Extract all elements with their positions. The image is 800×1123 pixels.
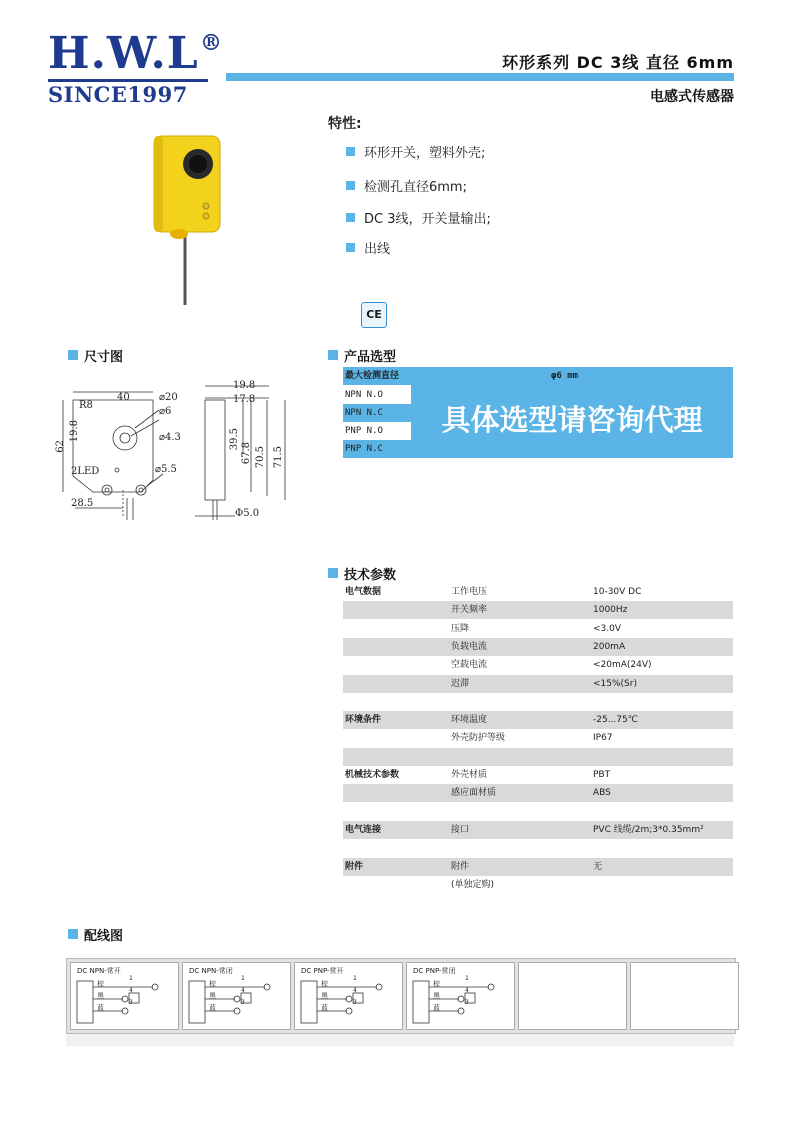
- wire-color-label: 黑: [321, 992, 328, 1000]
- spec-value: -25...75℃: [593, 715, 638, 726]
- spec-name: 迟滞: [451, 678, 470, 689]
- pin-number-label: 1: [465, 975, 469, 982]
- registered-mark: ®: [200, 30, 222, 56]
- pin-number-label: 1: [241, 975, 245, 982]
- dim-label: 28.5: [71, 498, 94, 509]
- wire-color-label: 棕: [321, 980, 328, 988]
- dim-label: 19.8: [233, 380, 256, 391]
- wiring-diagram: [70, 962, 179, 1030]
- wire-color-label: 黑: [433, 992, 440, 1000]
- wiring-diagram: [182, 962, 291, 1030]
- spec-value: PVC 线缆/2m;3*0.35mm²: [593, 824, 704, 835]
- selection-header-label: 最大检测直径: [345, 371, 400, 381]
- pin-number-label: 4: [353, 987, 357, 994]
- spec-row: [343, 766, 733, 784]
- dim-label: ⌀5.5: [155, 464, 177, 475]
- specs-title: 技术参数: [344, 568, 397, 583]
- wire-color-label: 棕: [209, 980, 216, 988]
- wiring-schematic: [185, 977, 290, 1027]
- pin-number-label: 1: [353, 975, 357, 982]
- selection-title: 产品选型: [344, 350, 397, 365]
- spec-row: [343, 711, 733, 729]
- wire-color-label: 棕: [97, 980, 104, 988]
- ce-mark-icon: CE: [361, 302, 387, 328]
- wiring-diagram-title: DC NPN-常闭: [189, 967, 233, 975]
- wiring-diagram-title: DC NPN-常开: [77, 967, 121, 975]
- bullet-icon: [346, 181, 355, 190]
- spec-name: 工作电压: [451, 587, 488, 597]
- features-title: 特性:: [328, 116, 362, 132]
- feature-item: DC 3线，开关量输出;: [364, 212, 491, 227]
- pin-number-label: 3: [129, 999, 133, 1006]
- page-title: 环形系列 DC 3线 直径 6mm: [502, 53, 734, 72]
- bullet-icon: [346, 243, 355, 252]
- selection-row-label: NPN N.C: [345, 408, 383, 418]
- side-drawing: [195, 380, 305, 525]
- spec-row: [343, 784, 733, 802]
- spec-group: 附件: [345, 861, 364, 872]
- spec-value: 10-30V DC: [593, 587, 642, 597]
- spec-row: [343, 729, 733, 747]
- spec-row: [343, 876, 733, 894]
- consult-agent-banner: 具体选型请咨询代理: [411, 385, 733, 455]
- spec-name: 感应面材质: [451, 788, 497, 799]
- spec-row: [343, 748, 733, 766]
- section-marker-icon: [68, 929, 78, 939]
- dim-label: 17.8: [233, 394, 256, 405]
- dim-label: ⌀20: [159, 392, 178, 403]
- spec-value: 无: [593, 861, 603, 872]
- spec-name: 外壳防护等级: [451, 733, 506, 744]
- wiring-diagram-title: DC PNP-常闭: [413, 967, 456, 975]
- spec-name: 负载电流: [451, 641, 488, 652]
- wiring-diagram-title: DC PNP-常开: [301, 967, 344, 975]
- pin-number-label: 4: [241, 987, 245, 994]
- spec-row: [343, 839, 733, 857]
- wire-color-label: 黑: [209, 992, 216, 1000]
- dim-label: R8: [79, 400, 93, 411]
- pin-number-label: 4: [129, 987, 133, 994]
- front-drawing: [55, 380, 185, 520]
- brand-logo: H.W.L: [48, 28, 199, 79]
- selection-header-row: [343, 367, 733, 385]
- dim-label: Φ5.0: [235, 508, 260, 519]
- spec-value: PBT: [593, 770, 611, 780]
- pin-number-label: 1: [129, 975, 133, 982]
- pin-number-label: 3: [353, 999, 357, 1006]
- spec-row: [343, 693, 733, 711]
- dim-label: 62: [55, 440, 66, 453]
- spec-row: [343, 656, 733, 674]
- section-marker-icon: [328, 350, 338, 360]
- spec-value: <3.0V: [593, 623, 622, 634]
- dim-label: 39.5: [229, 428, 240, 451]
- spec-value: 200mA: [593, 641, 626, 652]
- spec-name: 外壳材质: [451, 770, 488, 780]
- spec-row: [343, 858, 733, 876]
- wiring-schematic: [409, 977, 514, 1027]
- spec-value: IP67: [593, 733, 613, 744]
- dim-label: ⌀4.3: [159, 432, 181, 443]
- spec-value: ABS: [593, 788, 611, 799]
- dim-label: 71.5: [273, 446, 284, 469]
- spec-name: 压降: [451, 623, 470, 634]
- spec-name: 接口: [451, 824, 470, 835]
- wiring-schematic: [73, 977, 178, 1027]
- dim-label: ⌀6: [159, 406, 172, 417]
- feature-item: 环形开关，塑料外壳;: [364, 146, 486, 161]
- section-marker-icon: [328, 568, 338, 578]
- spec-group: 电气连接: [345, 824, 382, 835]
- dimensions-title: 尺寸图: [84, 350, 124, 365]
- selection-header-value: φ6 mm: [551, 371, 579, 381]
- wire-color-label: 蓝: [433, 1004, 440, 1012]
- spec-row: [343, 601, 733, 619]
- bullet-icon: [346, 147, 355, 156]
- header-divider: [226, 73, 734, 81]
- wiring-title: 配线图: [84, 929, 124, 944]
- wiring-diagram: [518, 962, 627, 1030]
- spec-name: 附件: [451, 861, 470, 872]
- dim-label: 40: [117, 392, 130, 403]
- spec-row: [343, 675, 733, 693]
- wiring-diagram: [294, 962, 403, 1030]
- product-image: [150, 130, 230, 310]
- wire-color-label: 黑: [97, 992, 104, 1000]
- spec-value: 1000Hz: [593, 605, 628, 616]
- spec-row: [343, 620, 733, 638]
- spec-group: 机械技术参数: [345, 770, 400, 780]
- spec-group: 环境条件: [345, 715, 382, 726]
- footer-band: [66, 1034, 734, 1046]
- spec-name: 空载电流: [451, 660, 488, 671]
- bullet-icon: [346, 213, 355, 222]
- spec-name: 环境温度: [451, 715, 488, 726]
- wiring-schematic: [297, 977, 402, 1027]
- dim-label: 19.8: [69, 420, 80, 443]
- feature-item: 出线: [364, 242, 391, 257]
- wire-color-label: 蓝: [209, 1004, 216, 1012]
- pin-number-label: 3: [465, 999, 469, 1006]
- selection-row-label: NPN N.O: [345, 390, 383, 400]
- pin-number-label: 3: [241, 999, 245, 1006]
- dim-label: 70.5: [255, 446, 266, 469]
- pin-number-label: 4: [465, 987, 469, 994]
- spec-value: <20mA(24V): [593, 660, 652, 671]
- wiring-diagram: [406, 962, 515, 1030]
- wiring-diagram: [630, 962, 739, 1030]
- dim-label: 67.8: [241, 442, 252, 465]
- brand-since: SINCE1997: [48, 82, 188, 107]
- spec-group: 电气数据: [345, 587, 382, 597]
- selection-row-label: PNP N.C: [345, 444, 383, 454]
- spec-name: (单独定购): [451, 879, 495, 890]
- dim-label: 2LED: [71, 466, 100, 477]
- page-subtitle: 电感式传感器: [650, 89, 734, 105]
- spec-row: [343, 803, 733, 821]
- spec-row: [343, 821, 733, 839]
- spec-value: <15%(Sr): [593, 678, 637, 689]
- feature-item: 检测孔直径6mm;: [364, 180, 467, 195]
- spec-row: [343, 638, 733, 656]
- section-marker-icon: [68, 350, 78, 360]
- wire-color-label: 蓝: [97, 1004, 104, 1012]
- wire-color-label: 蓝: [321, 1004, 328, 1012]
- spec-row: [343, 583, 733, 601]
- spec-name: 开关频率: [451, 605, 488, 616]
- selection-row-label: PNP N.O: [345, 426, 383, 436]
- wire-color-label: 棕: [433, 980, 440, 988]
